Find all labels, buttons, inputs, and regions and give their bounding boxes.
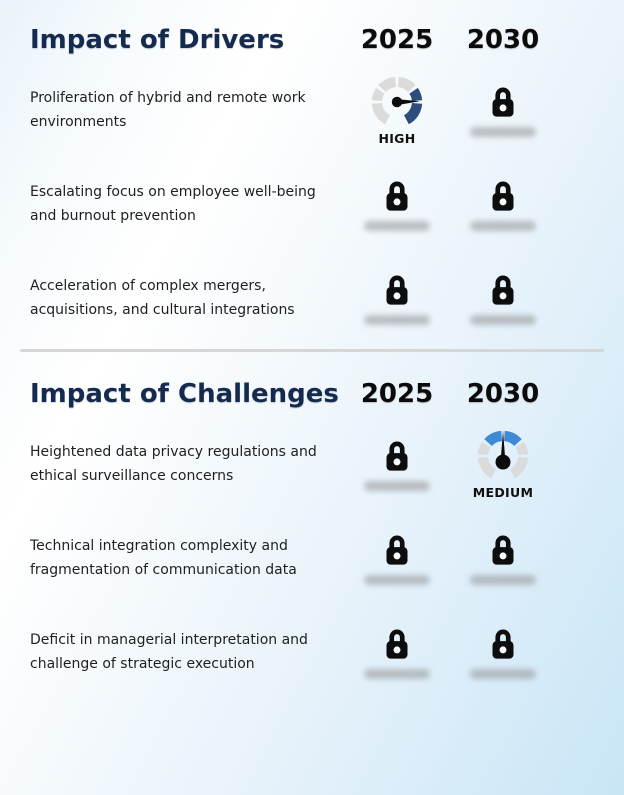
impact-gauge (473, 428, 533, 500)
driver-label: Escalating focus on employee well-being and burnout prevention (30, 184, 316, 224)
redacted-value (364, 669, 430, 679)
locked-indicator[interactable] (364, 438, 430, 491)
section-title-drivers: Impact of Drivers (30, 25, 285, 55)
drivers-header-row (30, 24, 624, 56)
gauge-high-icon (367, 74, 427, 130)
challenge-label: Heightened data privacy regulations and ethical surveillance concerns (30, 444, 317, 484)
challenge-label: Technical integration complexity and fragmentation of communication data (30, 538, 297, 578)
redacted-value (470, 315, 536, 325)
table-row (30, 251, 624, 345)
lock-icon (489, 178, 517, 213)
locked-indicator[interactable] (470, 84, 536, 137)
column-header-2030: 2030 (466, 25, 540, 55)
driver-label: Acceleration of complex mergers, acquisitions, and cultural integrations (30, 278, 295, 318)
gauge-medium-icon (473, 428, 533, 484)
lock-icon (489, 626, 517, 661)
impact-level-label: MEDIUM (472, 485, 534, 500)
locked-indicator[interactable] (470, 626, 536, 679)
impact-gauge (367, 74, 427, 146)
redacted-value (364, 221, 430, 231)
section-title-challenges: Impact of Challenges (30, 379, 339, 409)
locked-indicator[interactable] (364, 626, 430, 679)
column-header-2030: 2030 (466, 379, 540, 409)
redacted-value (470, 221, 536, 231)
redacted-value (364, 315, 430, 325)
lock-icon (383, 178, 411, 213)
column-header-2025: 2025 (360, 379, 434, 409)
table-row (30, 417, 624, 511)
column-header-2025: 2025 (360, 25, 434, 55)
locked-indicator[interactable] (364, 178, 430, 231)
lock-icon (383, 272, 411, 307)
challenges-header-row (30, 378, 624, 410)
lock-icon (489, 532, 517, 567)
challenge-label: Deficit in managerial interpretation and challenge of strategic execution (30, 632, 308, 672)
redacted-value (470, 575, 536, 585)
locked-indicator[interactable] (364, 532, 430, 585)
redacted-value (364, 575, 430, 585)
locked-indicator[interactable] (470, 532, 536, 585)
section-impact-of-drivers (0, 0, 624, 345)
lock-icon (383, 438, 411, 473)
section-impact-of-challenges (0, 352, 624, 699)
lock-icon (489, 272, 517, 307)
table-row (30, 511, 624, 605)
lock-icon (383, 626, 411, 661)
lock-icon (489, 84, 517, 119)
driver-label: Proliferation of hybrid and remote work environments (30, 90, 306, 130)
redacted-value (364, 481, 430, 491)
locked-indicator[interactable] (364, 272, 430, 325)
table-row (30, 605, 624, 699)
redacted-value (470, 127, 536, 137)
locked-indicator[interactable] (470, 272, 536, 325)
table-row (30, 63, 624, 157)
redacted-value (470, 669, 536, 679)
lock-icon (383, 532, 411, 567)
table-row (30, 157, 624, 251)
locked-indicator[interactable] (470, 178, 536, 231)
impact-level-label: HIGH (378, 131, 416, 146)
